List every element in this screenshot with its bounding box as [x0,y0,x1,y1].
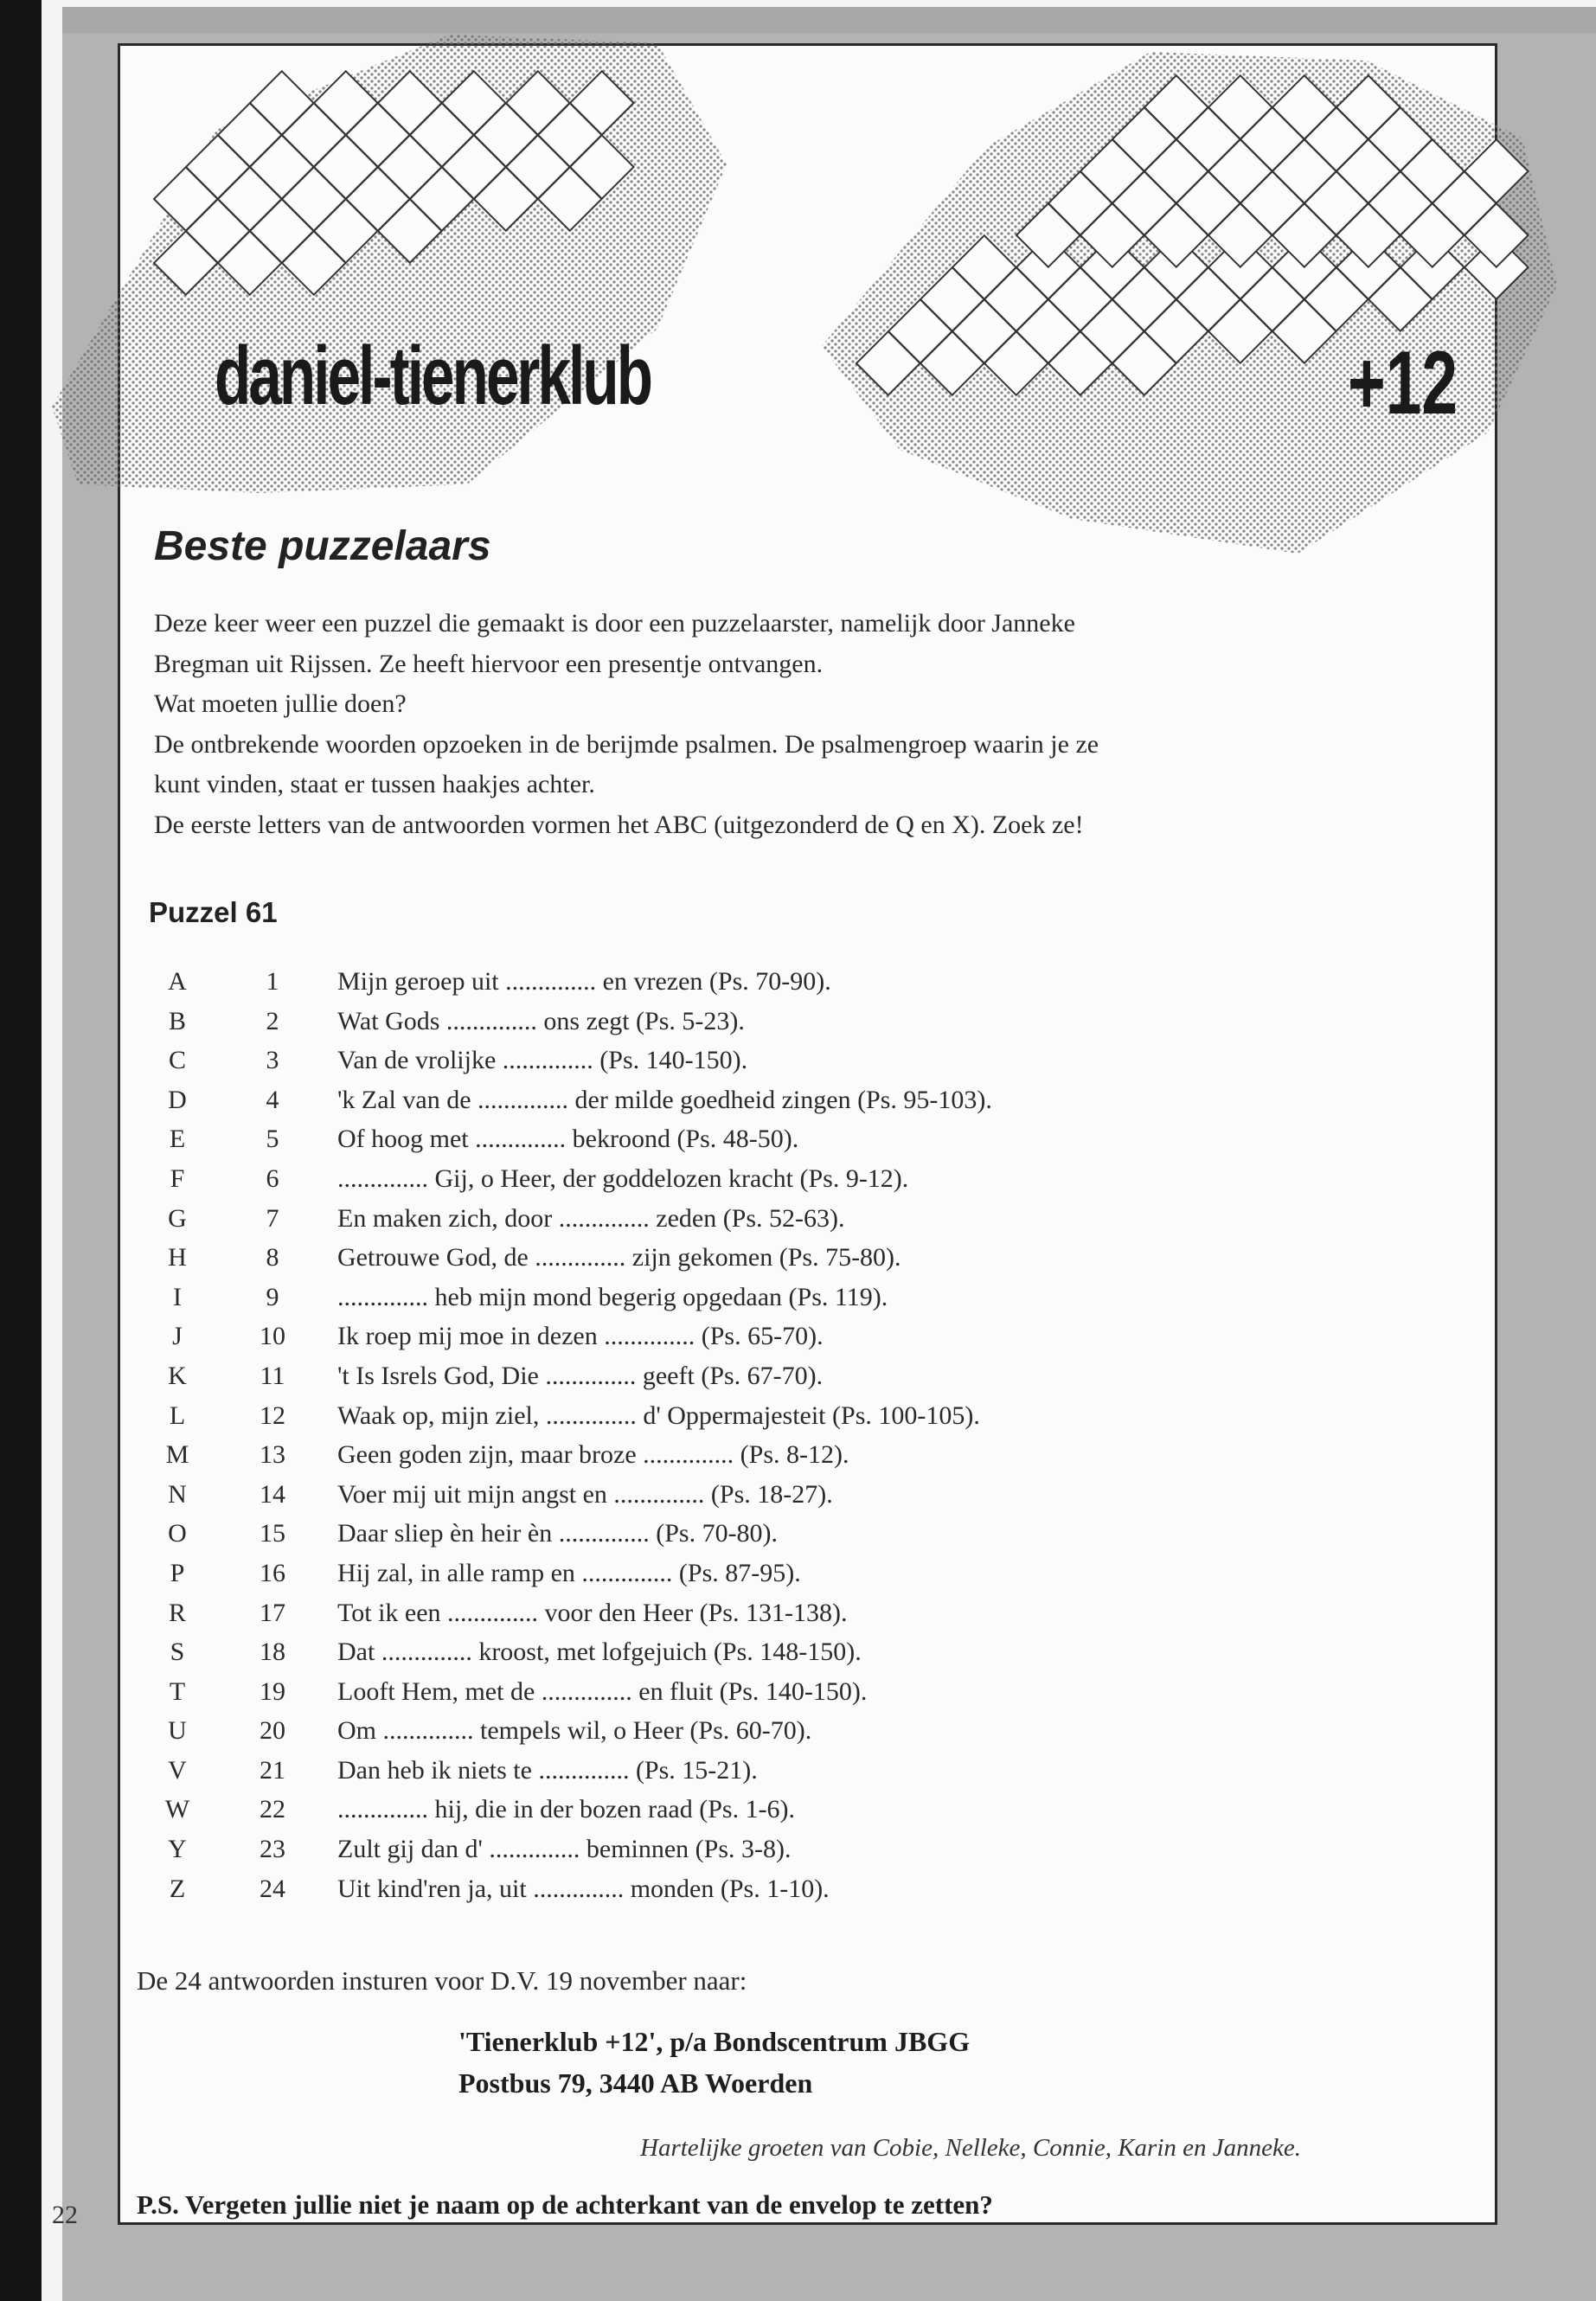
page-number: 22 [52,2201,78,2229]
clue-number: 23 [260,1835,285,1864]
clue-letter: A [168,967,187,996]
clue-row [156,1559,1280,1599]
clue-row [156,1875,1280,1914]
clue-letter: N [168,1479,187,1509]
banner-graphic [0,0,1596,588]
clue-text: Waak op, mijn ziel, .............. d' Oppermajesteit (Ps. 100-105). [337,1400,980,1430]
clue-text: Voer mij uit mijn angst en .............. (Ps. 18-27). [337,1479,833,1509]
clue-number: 14 [260,1479,285,1509]
clue-letter: K [168,1361,187,1390]
clue-number: 18 [260,1638,285,1667]
clue-letter: I [173,1282,182,1311]
clue-row [156,967,1280,1007]
clue-text: Of hoog met .............. bekroond (Ps. 48-50). [337,1125,799,1154]
clue-letter: M [165,1440,189,1470]
clue-row [156,1362,1280,1401]
intro-line: kunt vinden, staat er tussen haakjes achter. [154,770,595,798]
intro-line: De ontbrekende woorden opzoeken in de berijmde psalmen. De psalmengroep waarin je ze [154,729,1099,759]
clue-letter: Z [169,1874,186,1903]
clue-letter: F [170,1163,185,1193]
greeting: Hartelijke groeten van Cobie, Nelleke, Connie, Karin en Janneke. [640,2134,1301,2162]
clue-row [156,1243,1280,1283]
clue-number: 4 [266,1085,279,1114]
clue-text: 'k Zal van de .............. der milde goedheid zingen (Ps. 95-103). [337,1085,992,1114]
clue-number: 3 [266,1046,279,1075]
clue-letter: S [170,1638,185,1667]
clue-text: Looft Hem, met de .............. en fluit (Ps. 140-150). [337,1676,868,1706]
clue-number: 21 [260,1755,285,1785]
address-line: Postbus 79, 3440 AB Woerden [458,2067,813,2099]
clue-letter: C [168,1046,186,1075]
clue-letter: P [170,1558,185,1587]
clue-number: 7 [266,1203,279,1233]
clue-text: Zult gij dan d' .............. beminnen (Ps. 3-8). [337,1835,792,1864]
clue-text: Om .............. tempels wil, o Heer (Ps. 60-70). [337,1716,812,1746]
clue-number: 15 [260,1519,285,1548]
clue-number: 12 [260,1400,285,1430]
clue-letter: G [168,1203,187,1233]
clue-letter: L [169,1400,186,1430]
clue-text: En maken zich, door .............. zeden (Ps. 52-63). [337,1203,845,1233]
clue-row [156,1756,1280,1796]
clue-letter: B [168,1006,186,1035]
clue-text: Geen goden zijn, maar broze .............. (Ps. 8-12). [337,1440,849,1470]
clue-text: .............. hij, die in der bozen raad (Ps. 1-6). [337,1795,796,1824]
clue-number: 2 [266,1006,279,1035]
club-title: daniel-tienerklub [215,330,651,422]
submit-instructions: De 24 antwoorden insturen voor D.V. 19 november naar: [137,1965,747,1996]
clue-row [156,1638,1280,1677]
clue-number: 6 [266,1163,279,1193]
clue-text: Tot ik een .............. voor den Heer (Ps. 131-138). [337,1598,848,1627]
intro-line: Deze keer weer een puzzel die gemaakt is door een puzzelaarster, namelijk door Janneke [154,609,1075,638]
clue-number: 11 [260,1361,285,1390]
clue-text: Hij zal, in alle ramp en .............. (Ps. 87-95). [337,1558,801,1587]
clue-letter: E [169,1125,186,1154]
clue-text: Daar sliep èn heir èn .............. (Ps. 70-80). [337,1519,779,1548]
intro-line: Wat moeten jullie doen? [154,689,407,718]
mailing-address [458,2021,970,2104]
clue-row [156,1283,1280,1323]
clue-number: 9 [266,1282,279,1311]
clue-row [156,1007,1280,1047]
clue-letter: H [168,1243,187,1272]
clue-text: .............. heb mijn mond begerig opgedaan (Ps. 119). [337,1282,888,1311]
puzzle-title: Puzzel 61 [149,896,278,928]
clue-text: Uit kind'ren ja, uit .............. monden (Ps. 1-10). [337,1874,830,1903]
page-heading: Beste puzzelaars [154,523,491,569]
postscript: P.S. Vergeten jullie niet je naam op de achterkant van de envelop te zetten? [137,2189,993,2220]
clue-list [156,967,1280,1913]
clue-text: Wat Gods .............. ons zegt (Ps. 5-23). [337,1006,745,1035]
clue-text: Mijn geroep uit .............. en vrezen (Ps. 70-90). [337,967,831,996]
clue-row [156,1677,1280,1717]
age-label: +12 [1348,333,1458,433]
clue-number: 17 [260,1598,285,1627]
clue-letter: W [164,1795,190,1824]
clue-row [156,1401,1280,1441]
clue-text: Dan heb ik niets te .............. (Ps. 15-21). [337,1755,758,1785]
intro-line: Bregman uit Rijssen. Ze heeft hiervoor een presentje ontvangen. [154,649,824,678]
clue-number: 22 [260,1795,285,1824]
clue-row [156,1046,1280,1086]
clue-text: Van de vrolijke .............. (Ps. 140-150). [337,1046,748,1075]
clue-number: 10 [260,1322,285,1351]
clue-text: Dat .............. kroost, met lofgejuich (Ps. 148-150). [337,1638,862,1667]
clue-number: 8 [266,1243,279,1272]
clue-row [156,1480,1280,1520]
clue-number: 5 [266,1125,279,1154]
clue-row [156,1164,1280,1204]
intro-line: De eerste letters van de antwoorden vormen het ABC (uitgezonderd de Q en X). Zoek ze! [154,810,1084,839]
clue-row [156,1322,1280,1362]
clue-row [156,1086,1280,1125]
clue-number: 19 [260,1676,285,1706]
clue-number: 13 [260,1440,285,1470]
clue-text: 't Is Isrels God, Die .............. geeft (Ps. 67-70). [337,1361,824,1390]
clue-letter: T [169,1676,186,1706]
clue-letter: V [168,1755,187,1785]
clue-number: 24 [260,1874,285,1903]
clue-letter: J [172,1322,183,1351]
clue-letter: D [168,1085,187,1114]
clue-row [156,1599,1280,1638]
clue-letter: O [168,1519,187,1548]
address-line: 'Tienerklub +12', p/a Bondscentrum JBGG [458,2026,971,2057]
clue-letter: U [168,1716,187,1746]
clue-text: Ik roep mij moe in dezen .............. (Ps. 65-70). [337,1322,824,1351]
clue-row [156,1204,1280,1244]
clue-letter: Y [168,1835,187,1864]
clue-row [156,1125,1280,1164]
clue-number: 1 [266,967,279,996]
clue-row [156,1519,1280,1559]
intro-paragraph [154,604,1452,845]
clue-row [156,1835,1280,1875]
clue-text: Getrouwe God, de .............. zijn gekomen (Ps. 75-80). [337,1243,901,1272]
clue-letter: R [168,1598,186,1627]
clue-row [156,1716,1280,1756]
clue-number: 16 [260,1558,285,1587]
clue-text: .............. Gij, o Heer, der goddelozen kracht (Ps. 9-12). [337,1163,909,1193]
clue-row [156,1795,1280,1835]
clue-number: 20 [260,1716,285,1746]
clue-row [156,1440,1280,1480]
